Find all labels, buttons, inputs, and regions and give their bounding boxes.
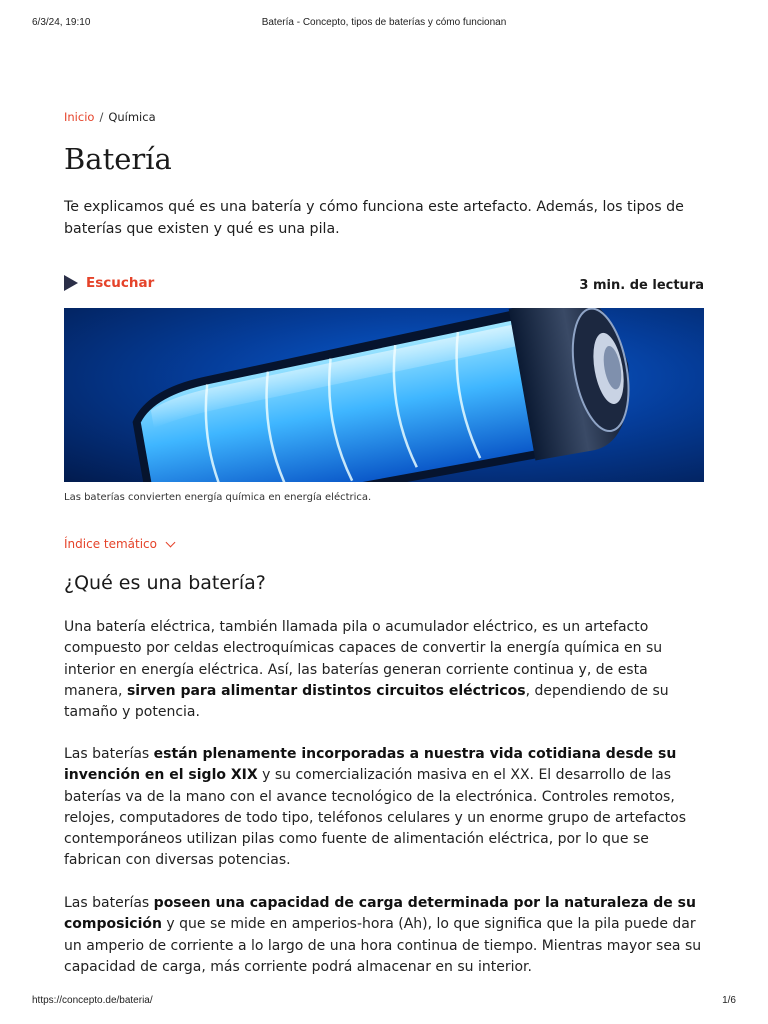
toc-label: Índice temático: [64, 537, 157, 551]
breadcrumb-current: Química: [108, 110, 156, 124]
hero-image: [64, 308, 704, 482]
paragraph-1-text-a: Una batería eléctrica, también llamada pila o acumulador eléctrico, es un artefacto compuesto por celdas electroquímicas capaces de convertir la energía química en su interior en energía eléctrica. Así, las baterías generan corriente continua y, de esta manera,: [64, 619, 663, 699]
print-datetime: 6/3/24, 19:10: [32, 17, 91, 28]
breadcrumb-separator: /: [99, 110, 104, 124]
chevron-down-icon: [166, 537, 176, 547]
paragraph-2-text-c: y su comercialización masiva en el XX. El desarrollo de las baterías va de la mano con el avance tecnológico de la electrónica. Controles remotos, relojes, computadores de todo tipo, teléfonos celulares y un enorme grupo de artefactos contemporáneos utilizan pilas como fuente de alimentación eléctrica, por lo que se fabrican con diversas potencias.: [64, 767, 687, 869]
print-page-number: 1/6: [722, 995, 736, 1006]
print-url: https://concepto.de/bateria/: [32, 995, 153, 1006]
breadcrumb: [64, 110, 156, 124]
paragraph-1-text-c: , dependiendo de su tamaño y potencia.: [64, 682, 669, 721]
paragraph-1-bold: sirven para alimentar distintos circuitos eléctricos: [126, 682, 526, 699]
table-of-contents-toggle[interactable]: [64, 537, 174, 551]
lead-paragraph: Te explicamos qué es una batería y cómo funciona este artefacto. Además, los tipos de baterías que existen y qué es una pila.: [64, 199, 684, 237]
paragraph-1: [64, 617, 704, 723]
listen-button[interactable]: [64, 275, 154, 291]
listen-label: Escuchar: [86, 275, 155, 291]
page-title: Batería: [64, 142, 172, 176]
paragraph-2: [64, 744, 704, 872]
print-doc-title: Batería - Concepto, tipos de baterías y cómo funcionan: [261, 17, 507, 28]
hero-caption: Las baterías convierten energía química en energía eléctrica.: [64, 492, 372, 503]
read-time: 3 min. de lectura: [579, 278, 704, 293]
section-title: ¿Qué es una batería?: [64, 572, 266, 594]
paragraph-3-text-a: Las baterías: [64, 895, 154, 911]
print-footer: [32, 995, 736, 1007]
paragraph-3-bold: poseen una capacidad de carga determinada por la naturaleza de su composición: [64, 895, 696, 933]
paragraph-3-text-c: y que se mide en amperios-hora (Ah), lo que significa que la pila puede dar un amperio de corriente a lo largo de una hora continua de tiempo. Mientras mayor sea su capacidad de carga, más corriente podrá almacenar en su interior.: [64, 916, 702, 975]
battery-illustration: [64, 308, 704, 482]
play-icon: [64, 275, 78, 291]
breadcrumb-home-link[interactable]: Inicio: [64, 110, 95, 124]
paragraph-2-bold: están plenamente incorporadas a nuestra vida cotidiana desde su invención en el siglo XIX: [64, 746, 677, 784]
paragraph-3: [64, 893, 704, 978]
paragraph-2-text-a: Las baterías: [64, 746, 154, 762]
print-header: [32, 17, 736, 29]
